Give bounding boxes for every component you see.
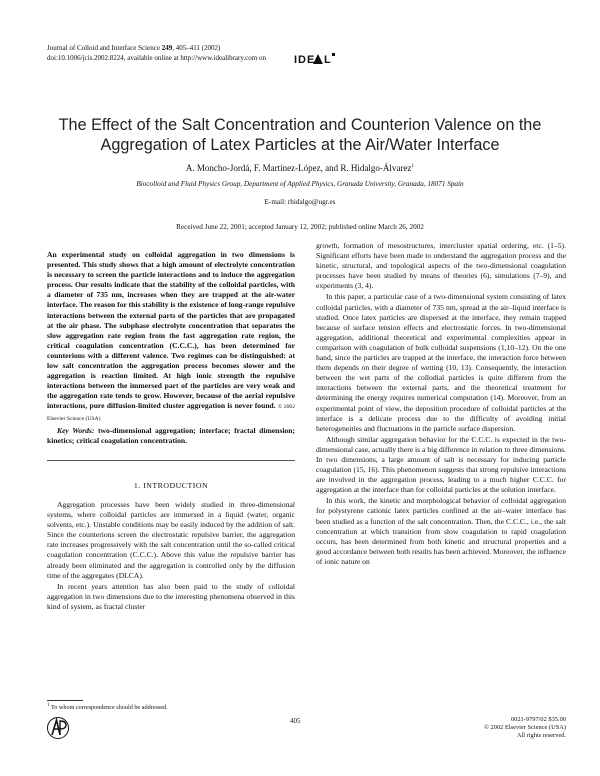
footnote-divider <box>47 700 83 701</box>
email: E-mail: rhidalgo@ugr.es <box>264 198 336 206</box>
abstract-copyright: © 2002 Elsevier Science (USA) <box>47 404 296 422</box>
doi-line: doi:10.1006/jcis.2002.8224, available online at http://www.idealibrary.com on <box>47 53 266 62</box>
footnote-mark: 1 <box>47 703 50 708</box>
affiliation: Biocolloid and Fluid Physics Group, Department of Applied Physics, Granada University, Granada, 18071 Spain <box>136 180 464 188</box>
publisher-imprint <box>436 716 566 741</box>
abstract <box>47 250 295 424</box>
author-list: A. Moncho-Jordá, F. Martínez-López, and R. Hidalgo-Álvarez <box>185 163 412 173</box>
journal-name: Journal of Colloid and Interface Science <box>47 44 160 52</box>
authors <box>40 163 560 173</box>
journal-pages-year: , 405–411 (2002) <box>172 44 221 52</box>
right-paragraph-0: growth, formation of mesostructures, intercluster spatial ordering, etc. (1–5). Significant efforts have been made to understand the aggregation process and the kinetic, structural, and topological aspects of the two-dimensional coagulation processes have been studied by means of theories (6), simulations (7–9), and experiments (3, 4). <box>316 241 566 291</box>
page-number: 405 <box>290 717 301 725</box>
imprint-price: 0021-9797/02 $35.00 <box>510 716 566 723</box>
svg-text:IDE: IDE <box>294 54 316 66</box>
right-paragraph-2: Although similar aggregation behavior for the C.C.C. is expected in the two-dimensional case, actually there is a big difference in relation to three dimensions. In two dimensions, a large amount of salt is necessary for inducing particle coagulation (15, 16). This phenomenon suggests that strong repulsive interactions are involved in the aggregation process, leading to a much higher C.C.C. for aggregation at the interface than for colloidal particles at the solution interface. <box>316 434 566 495</box>
keywords-label: Key Words: <box>57 426 95 435</box>
keywords <box>47 426 295 446</box>
journal-volume: 249 <box>161 44 173 52</box>
svg-text:L: L <box>324 54 332 66</box>
imprint-copyright: © 2002 Elsevier Science (USA) <box>484 724 566 732</box>
intro-paragraph-2: In recent years attention has also been paid to the study of colloidal aggregation in two dimensions due to the interesting phenomena observed in this kind of system, as fractal cluster <box>47 581 295 611</box>
intro-paragraph-1: Aggregation processes have been widely studied in three-dimensional systems, where colloidal particles are immersed in a liquid (water, organic solvents, etc.). Unstable conditions may be easily induced by the addition of salt. Since the counterions screen the electrostatic repulsive barrier, the aggregation rate increases progressively with the salt concentration until the so-called critical coagulation concentration (C.C.C.). Above this value the repulsive barrier has already been eliminated and the aggregation is controlled only by the diffusion time of the aggregates (DLCA). <box>47 500 295 580</box>
received-dates: Received June 22, 2001; accepted January 12, 2002; published online March 26, 2002 <box>176 223 424 231</box>
section-heading: 1. INTRODUCTION <box>133 481 209 490</box>
ideal-logo-icon <box>294 52 340 66</box>
footnote <box>47 703 168 711</box>
intro-left-column <box>47 500 295 612</box>
academic-press-logo-icon <box>47 716 69 745</box>
author-footnote-mark: 1 <box>411 163 415 169</box>
right-column <box>316 241 566 567</box>
imprint-rights: All rights reserved. <box>516 732 566 740</box>
abstract-text: An experimental study on colloidal aggregation in two dimensions is presented. This study shows that a high amount of electrolyte concentration is necessary to screen the particle interactions and to induce the aggregation process. Our results indicate that the stability of the colloidal particles, with a diameter of 735 nm, increases when they are trapped at the air-water interface. The reason for this stability is the existence of long-range repulsive interactions between the external parts of the particles that are propagated at the air phase. The subphase electrolyte concentration that separates the slow aggregation rate region from the fast aggregation rate region, the critical coagulation concentration (C.C.C.), has been determined for counterions with a different valence. Two regimes can be distinguished: at low salt concentration the aggregation process becomes slower and the aggregation is reaction limited. At high ionic strength the repulsive interactions between the immersed part of the particles are very weak and the aggregation rate tends to grow. However, because of the aerial repulsive interactions, pure diffusion-limited cluster aggregation is never found. <box>47 250 295 411</box>
right-paragraph-3: In this work, the kinetic and morphological behavior of colloidal aggregation for polystyrene cationic latex particles confined at the air–water interface has been studied as a function of the salt concentration. Then, the C.C.C., i.e., the salt concentration at which transition from slow coagulation to rapid coagulation occurs, has been determined from both kinetic and structural properties and a good accordance between both results has been achieved. Moreover, the influence of ionic nature on <box>316 496 566 566</box>
title-line-1: The Effect of the Salt Concentration and Counterion Valence on the <box>58 116 542 134</box>
right-paragraph-1: In this paper, a particular case of a two-dimensional system consisting of latex colloidal particles, with a diameter of 735 nm, spread at the air–liquid interface is studied. Once latex particles are dispersed at the interface, they remain trapped because of surface tension effects and electrostatic forces. In two-dimensional aggregation, additional theoretical and experimental complexities appear in comparison with coagulation of bulk colloidal suspensions (1,10–12). On the one hand, since the particles are trapped at the interface, the interaction force between them depends on their degree of wetting (10, 13). Consequently, the interaction between the wet parts of the collodial particles is quite different from the interactions between the external parts, and the theoretical treatment for determining the energy requires numerical computation (14). Moreover, from an experimental point of view, the deposition procedure of colloidal particles at the interface is a delicate process due to the difficulty of avoiding initial heterogeneities and fluctuations in the particle surface dispersion. <box>316 292 566 433</box>
paper-title <box>40 115 560 155</box>
title-line-2: Aggregation of Latex Particles at the Air/Water Interface <box>100 136 500 154</box>
keywords-text: two-dimensional aggregation; interface; fractal dimension; kinetics; critical coagulation concentration. <box>47 426 295 446</box>
abstract-divider <box>47 460 295 461</box>
footnote-text: To whom correspondence should be addressed. <box>50 704 168 712</box>
